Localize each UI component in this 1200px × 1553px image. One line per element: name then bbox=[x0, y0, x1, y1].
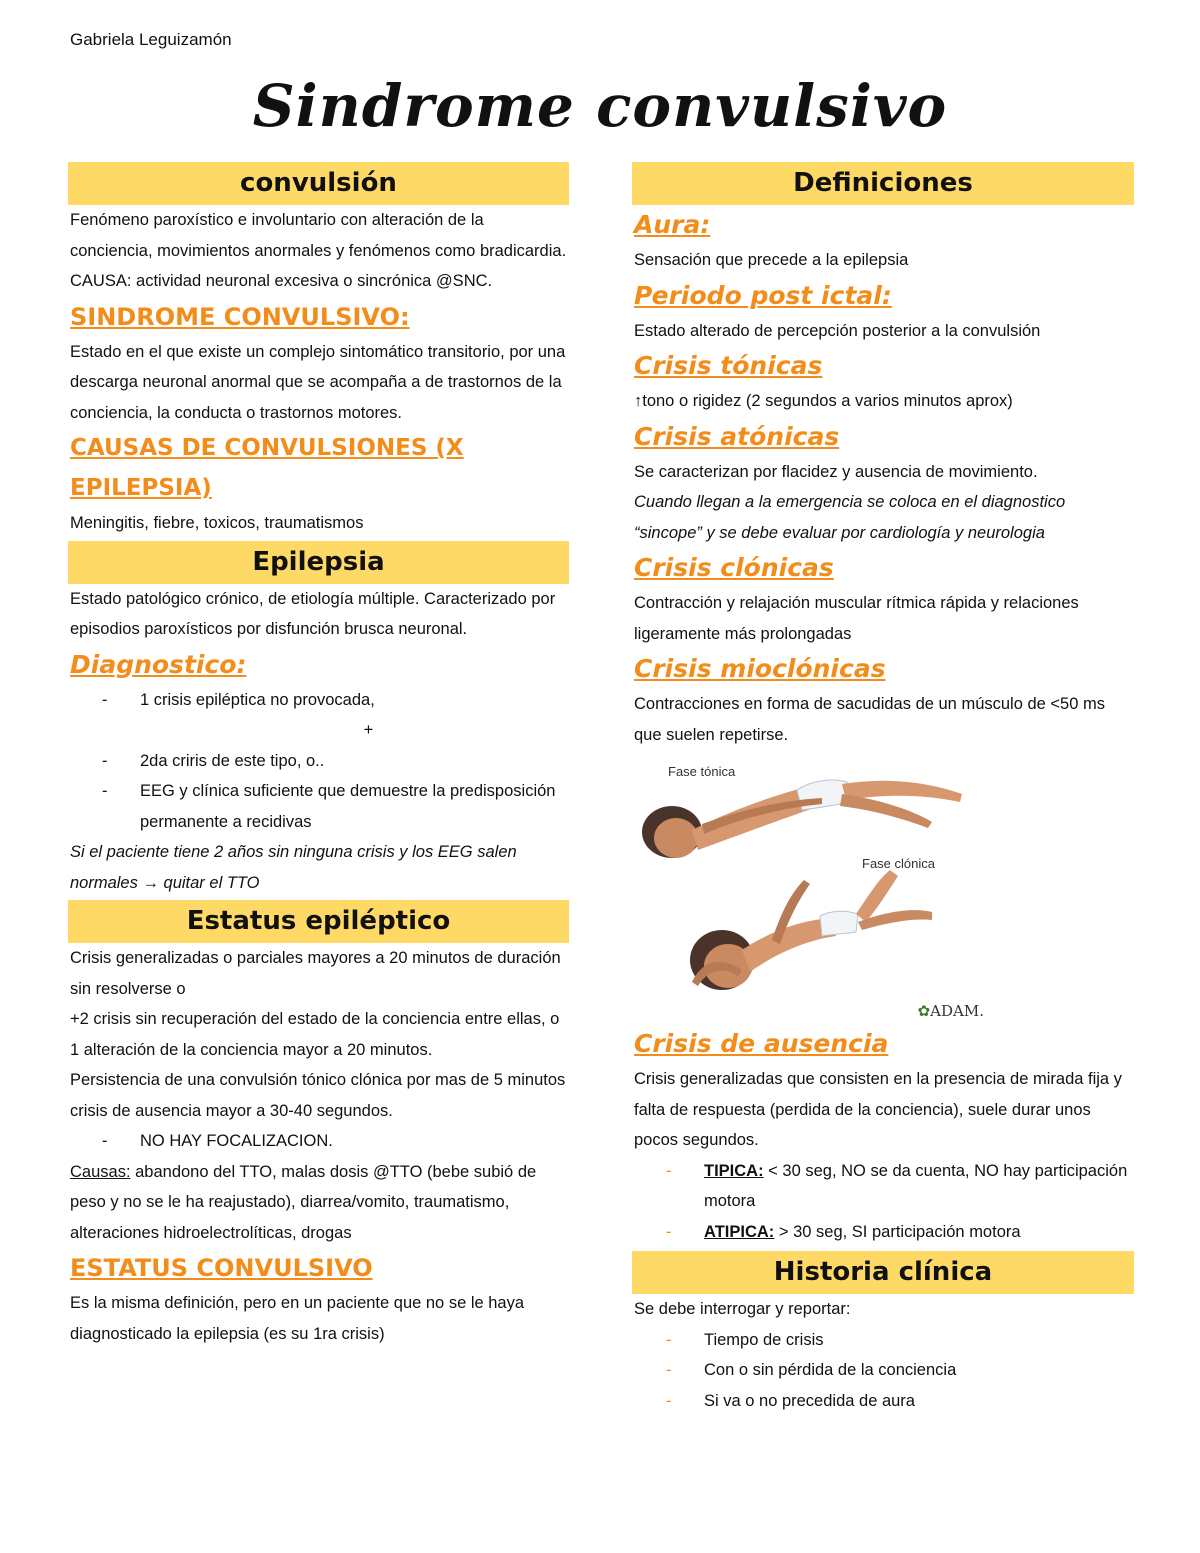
estatus-bullets bbox=[68, 1126, 569, 1157]
crisis-atonicas-text: Se caracterizan por flacidez y ausencia de movimiento. bbox=[634, 462, 1038, 481]
aura-text: Sensación que precede a la epilepsia bbox=[634, 251, 909, 269]
caption-fase-clonica: Fase clónica bbox=[862, 856, 935, 871]
left-column bbox=[68, 162, 569, 1349]
convulsion-cause: CAUSA: actividad neuronal excesiva o sincrónica @SNC. bbox=[70, 272, 493, 290]
heading-estatus-convulsivo: ESTATUS CONVULSIVO bbox=[70, 1254, 373, 1282]
diagnostico-list-2 bbox=[68, 746, 569, 838]
estatus-line-5: crisis de ausencia mayor a 30-40 segundos. bbox=[70, 1101, 393, 1120]
estatus-convulsivo-text: Es la misma definición, pero en un paciente que no se le haya diagnosticado la epilepsia (es su 1ra crisis) bbox=[70, 1294, 525, 1343]
estatus-causas bbox=[70, 1157, 569, 1249]
list-item: - 2da criris de este tipo, o.. bbox=[68, 746, 569, 777]
crisis-mioclonicas-text: Contracciones en forma de sacudidas de un músculo de <50 ms que suelen repetirse. bbox=[634, 695, 1105, 744]
list-item: - 1 crisis epiléptica no provocada, bbox=[68, 685, 569, 716]
crisis-clonicas-text: Contracción y relajación muscular rítmica rápida y relaciones ligeramente más prolongadas bbox=[634, 594, 1079, 643]
ausencia-types-list bbox=[632, 1156, 1134, 1248]
heading-crisis-mioclonicas: Crisis mioclónicas bbox=[634, 654, 886, 683]
sindrome-definition: Estado en el que existe un complejo sintomático transitorio, por una descarga neuronal anormal que se acompaña a de trastornos de la conciencia, la conducta o trastornos motores. bbox=[70, 342, 566, 422]
convulsion-definition: Fenómeno paroxístico e involuntario con alteración de la conciencia, movimientos anormales y fenómenos como bradicardia. bbox=[70, 211, 567, 260]
epilepsia-note: Si el paciente tiene 2 años sin ninguna crisis y los EEG salen normales → quitar el TTO bbox=[70, 843, 517, 892]
crisis-atonicas-note: Cuando llegan a la emergencia se coloca en el diagnostico “sincope” y se debe evaluar por cardiología y neurologia bbox=[634, 493, 1066, 542]
epilepsia-definition: Estado patológico crónico, de etiología múltiple. Caracterizado por episodios paroxísticos por disfunción brusca neuronal. bbox=[70, 589, 556, 638]
estatus-line-3: 1 alteración de la conciencia mayor a 20 minutos. bbox=[70, 1040, 433, 1059]
right-column bbox=[632, 162, 1134, 1416]
list-item: - Con o sin pérdida de la conciencia bbox=[632, 1355, 1134, 1386]
illustration-drawing bbox=[632, 760, 1134, 1020]
post-ictal-text: Estado alterado de percepción posterior a la convulsión bbox=[634, 321, 1041, 340]
page-title: Sindrome convulsivo bbox=[252, 72, 948, 140]
section-header-historia-clinica: Historia clínica bbox=[632, 1251, 1134, 1294]
section-header-epilepsia: Epilepsia bbox=[68, 541, 569, 584]
list-item: - Si va o no precedida de aura bbox=[632, 1386, 1134, 1417]
heading-diagnostico: Diagnostico: bbox=[70, 649, 247, 679]
crisis-tonicas-text: ↑tono o rigidez (2 segundos a varios minutos aprox) bbox=[634, 392, 1013, 410]
section-header-convulsion: convulsión bbox=[68, 162, 569, 205]
heading-crisis-atonicas: Crisis atónicas bbox=[634, 421, 840, 451]
estatus-line-1: Crisis generalizadas o parciales mayores a 20 minutos de duración sin resolverse o bbox=[70, 949, 561, 998]
list-item-tipica: - TIPICA: < 30 seg, NO se da cuenta, NO hay participación motora bbox=[632, 1156, 1134, 1217]
estatus-line-2: +2 crisis sin recuperación del estado de la conciencia entre ellas, o bbox=[70, 1010, 560, 1028]
plus-sign: + bbox=[363, 721, 374, 739]
heading-crisis-ausencia: Crisis de ausencia bbox=[634, 1029, 889, 1058]
clonic-phase-figure bbox=[690, 870, 932, 990]
seizure-phases-illustration bbox=[632, 760, 1134, 1020]
causas-body: abandono del TTO, malas dosis @TTO (bebe subió de peso y no se le ha reajustado), diarrea/vomito, traumatismo, alteraciones hidroelectrolíticas, drogas bbox=[70, 1162, 537, 1242]
caption-fase-tonica: Fase tónica bbox=[668, 764, 736, 779]
diagnostico-list bbox=[68, 685, 569, 716]
heading-crisis-tonicas: Crisis tónicas bbox=[634, 351, 823, 380]
list-item: - EEG y clínica suficiente que demuestre la predisposición permanente a recidivas bbox=[68, 776, 569, 837]
heading-crisis-clonicas: Crisis clónicas bbox=[634, 553, 834, 582]
section-header-definiciones: Definiciones bbox=[632, 162, 1134, 205]
heading-aura: Aura: bbox=[634, 210, 711, 239]
heading-post-ictal: Periodo post ictal: bbox=[634, 280, 892, 310]
list-item: - Tiempo de crisis bbox=[632, 1325, 1134, 1356]
tonic-phase-figure bbox=[642, 780, 962, 858]
list-item-atipica: - ATIPICA: > 30 seg, SI participación motora bbox=[632, 1217, 1134, 1248]
adam-credit: ✿ADAM. bbox=[917, 1002, 984, 1020]
crisis-ausencia-text: Crisis generalizadas que consisten en la presencia de mirada fija y falta de respuesta (perdida de la conciencia), suele durar unos pocos segundos. bbox=[634, 1070, 1122, 1149]
historia-intro: Se debe interrogar y reportar: bbox=[634, 1300, 851, 1318]
section-header-estatus: Estatus epiléptico bbox=[68, 900, 569, 943]
heading-sindrome-convulsivo: SINDROME CONVULSIVO: bbox=[70, 302, 410, 331]
estatus-line-4: Persistencia de una convulsión tónico clónica por mas de 5 minutos bbox=[70, 1071, 566, 1089]
list-item: - NO HAY FOCALIZACION. bbox=[68, 1126, 569, 1157]
historia-list bbox=[632, 1325, 1134, 1417]
causas-label: Causas: bbox=[70, 1162, 131, 1181]
causas-text: Meningitis, fiebre, toxicos, traumatismos bbox=[70, 514, 364, 532]
heading-causas: CAUSAS DE CONVULSIONES (X EPILEPSIA) bbox=[70, 435, 464, 501]
author-name: Gabriela Leguizamón bbox=[70, 30, 232, 49]
